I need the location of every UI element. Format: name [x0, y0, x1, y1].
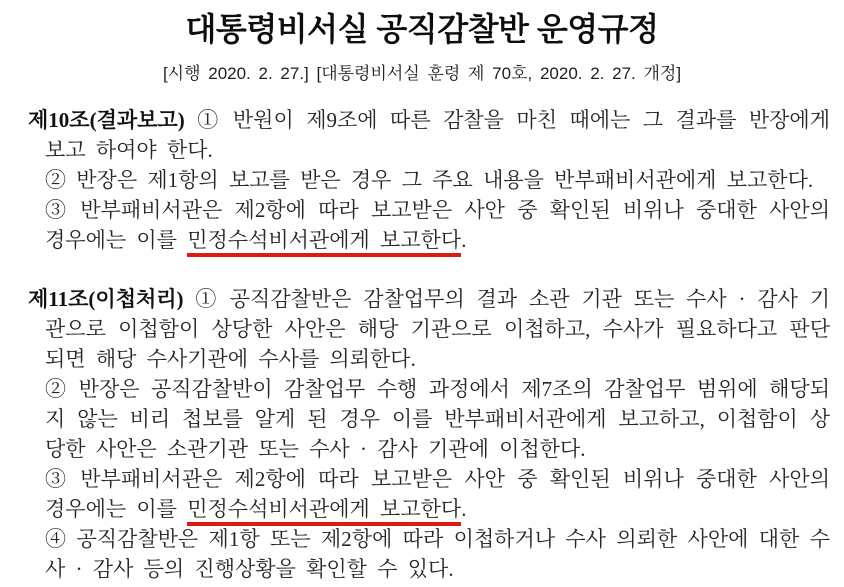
- article-10-clause-1-text: ① 반원이 제9조에 따른 감찰을 마친 때에는 그 결과를 반장에게 보고 하여야 한다.: [45, 108, 831, 163]
- doc-body: [0, 105, 844, 584]
- article-11: [28, 284, 831, 584]
- article-10-heading: 제10조(결과보고): [28, 108, 185, 133]
- article-10-clause-2: ② 반장은 제1항의 보고를 받은 경우 그 주요 내용을 반부패비서관에게 보고한다.: [45, 168, 814, 193]
- article-11-clause-3-period: .: [461, 497, 467, 522]
- article-10-clause-3: [45, 195, 830, 255]
- article-11-clause-2: ② 반장은 공직감찰반이 감찰업무 수행 과정에서 제7조의 감찰업무 범위에 해당되지 않는 비리 첩보를 알게 된 경우 이를 반부패비서관에게 보고하고, 이첩함이 상당한 사안은 소관기관 또는 수사 · 감사 기관에 이첩한다.: [45, 377, 830, 462]
- article-11-red-underlined-text: 민정수석비서관에게 보고한다: [187, 497, 461, 526]
- page-title: 대통령비서실 공직감찰반 운영규정: [185, 11, 659, 47]
- article-11-clause-1-text: ① 공직감찰반은 감찰업무의 결과 소관 기관 또는 수사 · 감사 기관으로 이첩함이 상당한 사안은 해당 기관으로 이첩하고, 수사가 필요하다고 판단되면 해당 수사기관에 수사를 의뢰한다.: [45, 287, 831, 372]
- article-10-clause-3-period: .: [461, 228, 467, 253]
- article-11-clause-3: [45, 464, 830, 524]
- doc-enforcement-subtitle: [시행 2020. 2. 27.] [대통령비서실 훈령 제 70호, 2020. 2. 27. 개정]: [162, 64, 682, 84]
- article-11-clause-1: [28, 284, 831, 374]
- article-11-clause-3-text: ③ 반부패비서관은 제2항에 따라 보고받은 사안 중 확인된 비위나 중대한 사안의 경우에는 이를: [45, 467, 830, 522]
- article-10-clause-3-text: ③ 반부패비서관은 제2항에 따라 보고받은 사안 중 확인된 비위나 중대한 사안의 경우에는 이를: [45, 198, 830, 253]
- article-11-clause-4: ④ 공직감찰반은 제1항 또는 제2항에 따라 이첩하거나 수사 의뢰한 사안에 대한 수사 · 감사 등의 진행상황을 확인할 수 있다.: [45, 527, 830, 582]
- article-10-red-underlined-text: 민정수석비서관에게 보고한다: [187, 228, 461, 257]
- article-10-clause-1: [28, 105, 831, 165]
- article-11-heading: 제11조(이첩처리): [28, 287, 184, 312]
- article-10: [28, 105, 831, 255]
